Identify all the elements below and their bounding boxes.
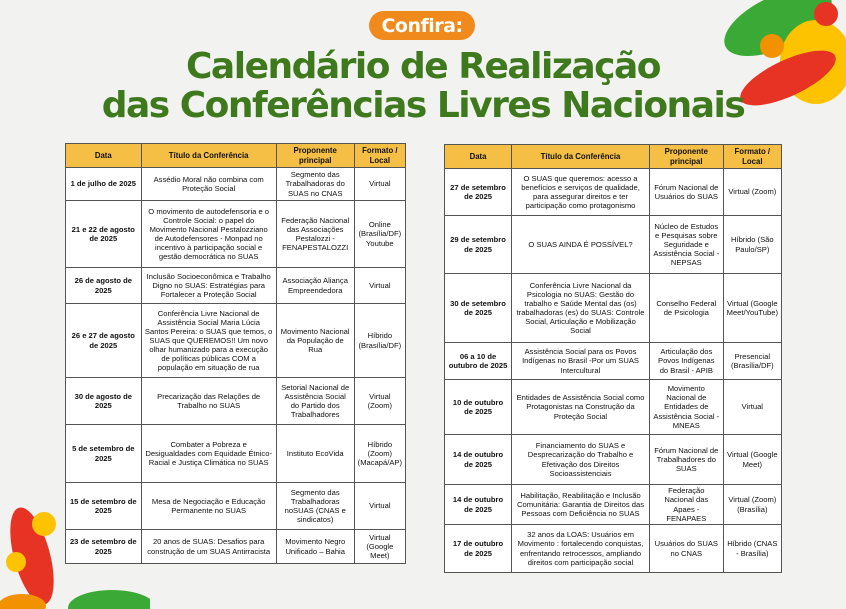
table-row bbox=[66, 425, 406, 483]
cell-proponent: Articulação dos Povos Indígenas do Brasil - APIB bbox=[649, 343, 723, 380]
cell-format: Online (Brasília/DF) Youtube bbox=[354, 201, 405, 268]
cell-date: 30 de setembro de 2025 bbox=[445, 274, 512, 343]
cell-proponent: Segmento das Trabalhadoras do SUAS no CNAS bbox=[276, 168, 354, 201]
cell-date: 1 de julho de 2025 bbox=[66, 168, 142, 201]
cell-title: Combater a Pobreza e Desigualdades com Equidade Étnico-Racial e Justiça Climática no SUAS bbox=[141, 425, 276, 483]
header-date: Data bbox=[445, 145, 512, 169]
cell-format: Virtual (Zoom) bbox=[354, 378, 405, 425]
cell-format: Híbrido (São Paulo/SP) bbox=[723, 216, 781, 274]
cell-proponent: Fórum Nacional de Trabalhadores do SUAS bbox=[649, 435, 723, 485]
cell-title: O movimento de autodefensoria e o Controle Social: o papel do Movimento Nacional Pestalozziano de Autodefensores - Monpad no incentivo à participação social e gestão democrática no SUAS bbox=[141, 201, 276, 268]
cell-title: Habilitação, Reabilitação e Inclusão Comunitária: Garantia de Direitos das Pessoas com Deficiência no SUAS bbox=[512, 485, 650, 525]
cell-date: 14 de outubro de 2025 bbox=[445, 485, 512, 525]
cell-proponent: Conselho Federal de Psicologia bbox=[649, 274, 723, 343]
cell-date: 30 de agosto de 2025 bbox=[66, 378, 142, 425]
cell-title: O SUAS AINDA É POSSÍVEL? bbox=[512, 216, 650, 274]
cell-format: Virtual (Zoom) bbox=[723, 169, 781, 216]
cell-format: Híbrido (CNAS - Brasília) bbox=[723, 525, 781, 573]
cell-date: 10 de outubro de 2025 bbox=[445, 380, 512, 435]
cell-date: 23 de setembro de 2025 bbox=[66, 530, 142, 564]
cell-title: Conferência Livre Nacional da Psicologia no SUAS: Gestão do trabalho e Saúde Mental das (os) trabalhadoras (es) do SUAS: Controle Social, Articulação e Mobilização Social bbox=[512, 274, 650, 343]
cell-format: Virtual (Google Meet) bbox=[723, 435, 781, 485]
cell-title: Financiamento do SUAS e Desprecarização do Trabalho e Efetivação dos Direitos Socioassistenciais bbox=[512, 435, 650, 485]
confira-badge: Confira: bbox=[369, 11, 475, 40]
cell-proponent: Núcleo de Estudos e Pesquisas sobre Seguridade e Assistência Social - NEPSAS bbox=[649, 216, 723, 274]
cell-format: Presencial (Brasília/DF) bbox=[723, 343, 781, 380]
cell-format: Virtual bbox=[723, 380, 781, 435]
cell-title: 32 anos da LOAS: Usuários em Movimento : fortalecendo conquistas, enfrentando retrocessos, ampliando direitos com participação social bbox=[512, 525, 650, 573]
table-row bbox=[66, 168, 406, 201]
cell-title: Entidades de Assistência Social como Protagonistas na Construção da Proteção Social bbox=[512, 380, 650, 435]
table-row bbox=[66, 530, 406, 564]
calendar-table-left bbox=[65, 143, 406, 564]
cell-title: Assédio Moral não combina com Proteção Social bbox=[141, 168, 276, 201]
cell-title: Conferência Livre Nacional de Assistência Social Maria Lúcia Santos Pereira: o SUAS que temos, o SUAS que QUEREMOS!! Um novo olhar humanizado para a execução de políticas públicas COM a população em situação de rua bbox=[141, 304, 276, 378]
cell-title: Inclusão Socioeconômica e Trabalho Digno no SUAS: Estratégias para Fortalecer a Proteção Social bbox=[141, 268, 276, 304]
cell-format: Virtual bbox=[354, 483, 405, 530]
cell-date: 15 de setembro de 2025 bbox=[66, 483, 142, 530]
cell-proponent: Fórum Nacional de Usuários do SUAS bbox=[649, 169, 723, 216]
header-format: Formato / Local bbox=[723, 145, 781, 169]
cell-proponent: Movimento Nacional de Entidades de Assistência Social - MNEAS bbox=[649, 380, 723, 435]
cell-proponent: Segmento das Trabalhadoras noSUAS (CNAS e sindicatos) bbox=[276, 483, 354, 530]
table-row bbox=[445, 169, 782, 216]
cell-format: Híbrido (Brasília/DF) bbox=[354, 304, 405, 378]
table-row bbox=[66, 483, 406, 530]
cell-proponent: Associação Aliança Empreendedora bbox=[276, 268, 354, 304]
cell-title: Mesa de Negociação e Educação Permanente no SUAS bbox=[141, 483, 276, 530]
table-row bbox=[445, 343, 782, 380]
cell-date: 26 de agosto de 2025 bbox=[66, 268, 142, 304]
table-row bbox=[445, 216, 782, 274]
cell-date: 21 e 22 de agosto de 2025 bbox=[66, 201, 142, 268]
cell-format: Virtual bbox=[354, 268, 405, 304]
table-row bbox=[445, 380, 782, 435]
cell-date: 14 de outubro de 2025 bbox=[445, 435, 512, 485]
cell-date: 27 de setembro de 2025 bbox=[445, 169, 512, 216]
cell-proponent: Instituto EcoVida bbox=[276, 425, 354, 483]
table-row bbox=[445, 525, 782, 573]
table-row bbox=[66, 201, 406, 268]
cell-title: 20 anos de SUAS: Desafios para construção de um SUAS Antirracista bbox=[141, 530, 276, 564]
cell-format: Virtual (Google Meet) bbox=[354, 530, 405, 564]
cell-date: 06 a 10 de outubro de 2025 bbox=[445, 343, 512, 380]
table-row bbox=[66, 304, 406, 378]
cell-proponent: Federação Nacional das Apaes - FENAPAES bbox=[649, 485, 723, 525]
cell-format: Híbrido (Zoom) (Macapá/AP) bbox=[354, 425, 405, 483]
cell-title: Precarização das Relações de Trabalho no SUAS bbox=[141, 378, 276, 425]
cell-proponent: Movimento Nacional da População de Rua bbox=[276, 304, 354, 378]
header-proponent: Proponente principal bbox=[276, 144, 354, 168]
cell-date: 26 e 27 de agosto de 2025 bbox=[66, 304, 142, 378]
page-title-line-1: Calendário de Realização bbox=[186, 46, 660, 87]
table-row bbox=[66, 268, 406, 304]
table-row bbox=[445, 274, 782, 343]
table-row bbox=[445, 435, 782, 485]
header-title: Título da Conferência bbox=[512, 145, 650, 169]
table-row bbox=[66, 378, 406, 425]
cell-proponent: Usuários do SUAS no CNAS bbox=[649, 525, 723, 573]
cell-proponent: Movimento Negro Unificado – Bahia bbox=[276, 530, 354, 564]
table-row bbox=[445, 485, 782, 525]
cell-title: Assistência Social para os Povos Indígenas no Brasil -Por um SUAS Intercultural bbox=[512, 343, 650, 380]
cell-proponent: Setorial Nacional de Assistência Social do Partido dos Trabalhadores bbox=[276, 378, 354, 425]
cell-proponent: Federação Nacional das Associações Pestalozzi - FENAPESTALOZZI bbox=[276, 201, 354, 268]
cell-date: 29 de setembro de 2025 bbox=[445, 216, 512, 274]
calendar-table-right bbox=[444, 144, 782, 573]
cell-format: Virtual bbox=[354, 168, 405, 201]
cell-date: 5 de setembro de 2025 bbox=[66, 425, 142, 483]
header-proponent: Proponente principal bbox=[649, 145, 723, 169]
cell-format: Virtual (Google Meet/YouTube) bbox=[723, 274, 781, 343]
header-format: Formato / Local bbox=[354, 144, 405, 168]
cell-date: 17 de outubro de 2025 bbox=[445, 525, 512, 573]
header-title: Título da Conferência bbox=[141, 144, 276, 168]
header-date: Data bbox=[66, 144, 142, 168]
cell-title: O SUAS que queremos: acesso a benefícios e serviços de qualidade, para assegurar direitos e ter participação como protagonismo bbox=[512, 169, 650, 216]
cell-format: Virtual (Zoom) (Brasília) bbox=[723, 485, 781, 525]
page-title-line-2: das Conferências Livres Nacionais bbox=[101, 85, 745, 126]
